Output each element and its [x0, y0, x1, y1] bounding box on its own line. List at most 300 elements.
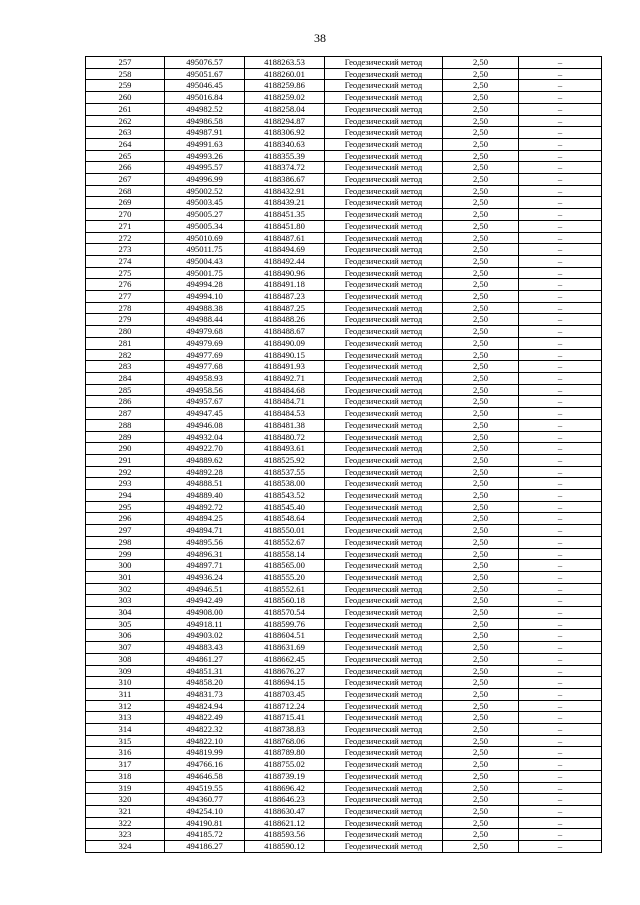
x-coordinate-cell: 494889.40: [165, 490, 245, 502]
accuracy-cell: 2,50: [443, 57, 519, 69]
point-number-cell: 302: [86, 583, 165, 595]
accuracy-cell: 2,50: [443, 478, 519, 490]
table-row: [86, 724, 602, 736]
y-coordinate-cell: 4188294.87: [245, 115, 325, 127]
x-coordinate-cell: 495005.34: [165, 220, 245, 232]
table-row: [86, 560, 602, 572]
x-coordinate-cell: 494977.68: [165, 361, 245, 373]
accuracy-cell: 2,50: [443, 829, 519, 841]
accuracy-cell: 2,50: [443, 138, 519, 150]
method-cell: Геодезический метод: [325, 653, 443, 665]
point-number-cell: 314: [86, 724, 165, 736]
note-cell: –: [519, 255, 602, 267]
accuracy-cell: 2,50: [443, 220, 519, 232]
x-coordinate-cell: 494894.25: [165, 513, 245, 525]
y-coordinate-cell: 4188703.45: [245, 688, 325, 700]
table-row: [86, 127, 602, 139]
note-cell: –: [519, 349, 602, 361]
x-coordinate-cell: 494947.45: [165, 408, 245, 420]
table-row: [86, 408, 602, 420]
x-coordinate-cell: 494888.51: [165, 478, 245, 490]
x-coordinate-cell: 495003.45: [165, 197, 245, 209]
table-row: [86, 431, 602, 443]
y-coordinate-cell: 4188491.18: [245, 279, 325, 291]
note-cell: –: [519, 618, 602, 630]
accuracy-cell: 2,50: [443, 747, 519, 759]
table-row: [86, 688, 602, 700]
table-row: [86, 232, 602, 244]
point-number-cell: 303: [86, 595, 165, 607]
note-cell: –: [519, 291, 602, 303]
x-coordinate-cell: 494903.02: [165, 630, 245, 642]
method-cell: Геодезический метод: [325, 700, 443, 712]
page-number: 38: [314, 31, 326, 45]
y-coordinate-cell: 4188537.55: [245, 466, 325, 478]
y-coordinate-cell: 4188451.80: [245, 220, 325, 232]
note-cell: –: [519, 103, 602, 115]
note-cell: –: [519, 607, 602, 619]
note-cell: –: [519, 361, 602, 373]
table-row: [86, 712, 602, 724]
point-number-cell: 269: [86, 197, 165, 209]
point-number-cell: 275: [86, 267, 165, 279]
method-cell: Геодезический метод: [325, 384, 443, 396]
y-coordinate-cell: 4188487.25: [245, 302, 325, 314]
table-row: [86, 665, 602, 677]
y-coordinate-cell: 4188484.71: [245, 396, 325, 408]
accuracy-cell: 2,50: [443, 630, 519, 642]
table-row: [86, 700, 602, 712]
x-coordinate-cell: 495016.84: [165, 92, 245, 104]
accuracy-cell: 2,50: [443, 127, 519, 139]
point-number-cell: 278: [86, 302, 165, 314]
y-coordinate-cell: 4188490.15: [245, 349, 325, 361]
method-cell: Геодезический метод: [325, 443, 443, 455]
point-number-cell: 309: [86, 665, 165, 677]
point-number-cell: 306: [86, 630, 165, 642]
accuracy-cell: 2,50: [443, 197, 519, 209]
accuracy-cell: 2,50: [443, 244, 519, 256]
note-cell: –: [519, 138, 602, 150]
y-coordinate-cell: 4188494.69: [245, 244, 325, 256]
table-row: [86, 279, 602, 291]
accuracy-cell: 2,50: [443, 571, 519, 583]
accuracy-cell: 2,50: [443, 806, 519, 818]
table-row: [86, 607, 602, 619]
method-cell: Геодезический метод: [325, 759, 443, 771]
note-cell: –: [519, 665, 602, 677]
y-coordinate-cell: 4188548.64: [245, 513, 325, 525]
table-row: [86, 490, 602, 502]
method-cell: Геодезический метод: [325, 314, 443, 326]
table-row: [86, 782, 602, 794]
accuracy-cell: 2,50: [443, 185, 519, 197]
method-cell: Геодезический метод: [325, 782, 443, 794]
table-row: [86, 174, 602, 186]
x-coordinate-cell: 494958.93: [165, 372, 245, 384]
accuracy-cell: 2,50: [443, 817, 519, 829]
table-row: [86, 841, 602, 853]
method-cell: Геодезический метод: [325, 174, 443, 186]
accuracy-cell: 2,50: [443, 267, 519, 279]
method-cell: Геодезический метод: [325, 665, 443, 677]
x-coordinate-cell: 494858.20: [165, 677, 245, 689]
table-row: [86, 536, 602, 548]
note-cell: –: [519, 724, 602, 736]
point-number-cell: 291: [86, 454, 165, 466]
point-number-cell: 286: [86, 396, 165, 408]
table-row: [86, 747, 602, 759]
point-number-cell: 310: [86, 677, 165, 689]
accuracy-cell: 2,50: [443, 770, 519, 782]
accuracy-cell: 2,50: [443, 677, 519, 689]
y-coordinate-cell: 4188355.39: [245, 150, 325, 162]
accuracy-cell: 2,50: [443, 209, 519, 221]
x-coordinate-cell: 494996.99: [165, 174, 245, 186]
method-cell: Геодезический метод: [325, 724, 443, 736]
table-row: [86, 302, 602, 314]
y-coordinate-cell: 4188550.01: [245, 525, 325, 537]
note-cell: –: [519, 536, 602, 548]
y-coordinate-cell: 4188630.47: [245, 806, 325, 818]
point-number-cell: 271: [86, 220, 165, 232]
method-cell: Геодезический метод: [325, 536, 443, 548]
y-coordinate-cell: 4188480.72: [245, 431, 325, 443]
x-coordinate-cell: 494892.72: [165, 501, 245, 513]
x-coordinate-cell: 494986.58: [165, 115, 245, 127]
accuracy-cell: 2,50: [443, 490, 519, 502]
x-coordinate-cell: 494977.69: [165, 349, 245, 361]
method-cell: Геодезический метод: [325, 209, 443, 221]
table-row: [86, 595, 602, 607]
note-cell: –: [519, 209, 602, 221]
note-cell: –: [519, 267, 602, 279]
note-cell: –: [519, 197, 602, 209]
accuracy-cell: 2,50: [443, 513, 519, 525]
method-cell: Геодезический метод: [325, 583, 443, 595]
table-row: [86, 138, 602, 150]
note-cell: –: [519, 127, 602, 139]
coordinates-table: [85, 56, 602, 853]
note-cell: –: [519, 829, 602, 841]
accuracy-cell: 2,50: [443, 361, 519, 373]
point-number-cell: 288: [86, 419, 165, 431]
y-coordinate-cell: 4188604.51: [245, 630, 325, 642]
method-cell: Геодезический метод: [325, 454, 443, 466]
y-coordinate-cell: 4188590.12: [245, 841, 325, 853]
method-cell: Геодезический метод: [325, 817, 443, 829]
accuracy-cell: 2,50: [443, 349, 519, 361]
note-cell: –: [519, 513, 602, 525]
note-cell: –: [519, 443, 602, 455]
accuracy-cell: 2,50: [443, 302, 519, 314]
method-cell: Геодезический метод: [325, 630, 443, 642]
method-cell: Геодезический метод: [325, 162, 443, 174]
point-number-cell: 277: [86, 291, 165, 303]
point-number-cell: 259: [86, 80, 165, 92]
method-cell: Геодезический метод: [325, 255, 443, 267]
point-number-cell: 281: [86, 337, 165, 349]
x-coordinate-cell: 494824.94: [165, 700, 245, 712]
table-row: [86, 478, 602, 490]
note-cell: –: [519, 326, 602, 338]
y-coordinate-cell: 4188386.67: [245, 174, 325, 186]
x-coordinate-cell: 494766.16: [165, 759, 245, 771]
table-row: [86, 337, 602, 349]
note-cell: –: [519, 466, 602, 478]
accuracy-cell: 2,50: [443, 724, 519, 736]
table-row: [86, 396, 602, 408]
point-number-cell: 318: [86, 770, 165, 782]
method-cell: Геодезический метод: [325, 127, 443, 139]
x-coordinate-cell: 494883.43: [165, 642, 245, 654]
accuracy-cell: 2,50: [443, 291, 519, 303]
point-number-cell: 293: [86, 478, 165, 490]
note-cell: –: [519, 454, 602, 466]
accuracy-cell: 2,50: [443, 607, 519, 619]
x-coordinate-cell: 494822.32: [165, 724, 245, 736]
table-row: [86, 630, 602, 642]
point-number-cell: 289: [86, 431, 165, 443]
note-cell: –: [519, 150, 602, 162]
y-coordinate-cell: 4188621.12: [245, 817, 325, 829]
accuracy-cell: 2,50: [443, 80, 519, 92]
accuracy-cell: 2,50: [443, 501, 519, 513]
x-coordinate-cell: 494979.68: [165, 326, 245, 338]
x-coordinate-cell: 494922.70: [165, 443, 245, 455]
method-cell: Геодезический метод: [325, 607, 443, 619]
accuracy-cell: 2,50: [443, 536, 519, 548]
method-cell: Геодезический метод: [325, 185, 443, 197]
accuracy-cell: 2,50: [443, 396, 519, 408]
y-coordinate-cell: 4188525.92: [245, 454, 325, 466]
note-cell: –: [519, 595, 602, 607]
note-cell: –: [519, 372, 602, 384]
y-coordinate-cell: 4188484.53: [245, 408, 325, 420]
method-cell: Геодезический метод: [325, 232, 443, 244]
y-coordinate-cell: 4188543.52: [245, 490, 325, 502]
table-row: [86, 770, 602, 782]
x-coordinate-cell: 494994.10: [165, 291, 245, 303]
y-coordinate-cell: 4188570.54: [245, 607, 325, 619]
method-cell: Геодезический метод: [325, 490, 443, 502]
accuracy-cell: 2,50: [443, 525, 519, 537]
y-coordinate-cell: 4188306.92: [245, 127, 325, 139]
accuracy-cell: 2,50: [443, 408, 519, 420]
x-coordinate-cell: 494896.31: [165, 548, 245, 560]
y-coordinate-cell: 4188488.67: [245, 326, 325, 338]
table-row: [86, 57, 602, 69]
x-coordinate-cell: 494519.55: [165, 782, 245, 794]
x-coordinate-cell: 494254.10: [165, 806, 245, 818]
point-number-cell: 321: [86, 806, 165, 818]
note-cell: –: [519, 571, 602, 583]
point-number-cell: 304: [86, 607, 165, 619]
table-row: [86, 513, 602, 525]
point-number-cell: 308: [86, 653, 165, 665]
point-number-cell: 290: [86, 443, 165, 455]
x-coordinate-cell: 494822.10: [165, 735, 245, 747]
note-cell: –: [519, 548, 602, 560]
note-cell: –: [519, 677, 602, 689]
y-coordinate-cell: 4188492.71: [245, 372, 325, 384]
method-cell: Геодезический метод: [325, 548, 443, 560]
method-cell: Геодезический метод: [325, 712, 443, 724]
table-row: [86, 361, 602, 373]
method-cell: Геодезический метод: [325, 408, 443, 420]
accuracy-cell: 2,50: [443, 560, 519, 572]
point-number-cell: 323: [86, 829, 165, 841]
accuracy-cell: 2,50: [443, 68, 519, 80]
x-coordinate-cell: 494360.77: [165, 794, 245, 806]
x-coordinate-cell: 494186.27: [165, 841, 245, 853]
method-cell: Геодезический метод: [325, 68, 443, 80]
method-cell: Геодезический метод: [325, 513, 443, 525]
table-row: [86, 642, 602, 654]
table-row: [86, 548, 602, 560]
note-cell: –: [519, 185, 602, 197]
point-number-cell: 284: [86, 372, 165, 384]
table-row: [86, 80, 602, 92]
note-cell: –: [519, 408, 602, 420]
accuracy-cell: 2,50: [443, 735, 519, 747]
note-cell: –: [519, 700, 602, 712]
method-cell: Геодезический метод: [325, 525, 443, 537]
note-cell: –: [519, 653, 602, 665]
point-number-cell: 313: [86, 712, 165, 724]
table-row: [86, 794, 602, 806]
x-coordinate-cell: 494895.56: [165, 536, 245, 548]
accuracy-cell: 2,50: [443, 431, 519, 443]
point-number-cell: 312: [86, 700, 165, 712]
point-number-cell: 267: [86, 174, 165, 186]
accuracy-cell: 2,50: [443, 326, 519, 338]
x-coordinate-cell: 494988.44: [165, 314, 245, 326]
note-cell: –: [519, 841, 602, 853]
table-body: [86, 57, 602, 853]
method-cell: Геодезический метод: [325, 419, 443, 431]
point-number-cell: 316: [86, 747, 165, 759]
table-row: [86, 291, 602, 303]
point-number-cell: 300: [86, 560, 165, 572]
x-coordinate-cell: 495076.57: [165, 57, 245, 69]
accuracy-cell: 2,50: [443, 642, 519, 654]
point-number-cell: 294: [86, 490, 165, 502]
table-row: [86, 384, 602, 396]
method-cell: Геодезический метод: [325, 571, 443, 583]
point-number-cell: 258: [86, 68, 165, 80]
x-coordinate-cell: 495046.45: [165, 80, 245, 92]
point-number-cell: 276: [86, 279, 165, 291]
y-coordinate-cell: 4188552.67: [245, 536, 325, 548]
table-row: [86, 372, 602, 384]
note-cell: –: [519, 712, 602, 724]
point-number-cell: 324: [86, 841, 165, 853]
y-coordinate-cell: 4188545.40: [245, 501, 325, 513]
x-coordinate-cell: 494819.99: [165, 747, 245, 759]
x-coordinate-cell: 494892.28: [165, 466, 245, 478]
point-number-cell: 279: [86, 314, 165, 326]
accuracy-cell: 2,50: [443, 454, 519, 466]
y-coordinate-cell: 4188538.00: [245, 478, 325, 490]
y-coordinate-cell: 4188558.14: [245, 548, 325, 560]
point-number-cell: 320: [86, 794, 165, 806]
table-row: [86, 244, 602, 256]
point-number-cell: 260: [86, 92, 165, 104]
note-cell: –: [519, 688, 602, 700]
accuracy-cell: 2,50: [443, 688, 519, 700]
x-coordinate-cell: 494993.26: [165, 150, 245, 162]
table-row: [86, 571, 602, 583]
x-coordinate-cell: 494851.31: [165, 665, 245, 677]
accuracy-cell: 2,50: [443, 653, 519, 665]
accuracy-cell: 2,50: [443, 103, 519, 115]
x-coordinate-cell: 494185.72: [165, 829, 245, 841]
table-row: [86, 525, 602, 537]
x-coordinate-cell: 495002.52: [165, 185, 245, 197]
method-cell: Геодезический метод: [325, 466, 443, 478]
y-coordinate-cell: 4188555.20: [245, 571, 325, 583]
point-number-cell: 305: [86, 618, 165, 630]
y-coordinate-cell: 4188258.04: [245, 103, 325, 115]
method-cell: Геодезический метод: [325, 841, 443, 853]
x-coordinate-cell: 495005.27: [165, 209, 245, 221]
table-row: [86, 209, 602, 221]
method-cell: Геодезический метод: [325, 478, 443, 490]
note-cell: –: [519, 501, 602, 513]
y-coordinate-cell: 4188259.02: [245, 92, 325, 104]
method-cell: Геодезический метод: [325, 220, 443, 232]
table-row: [86, 68, 602, 80]
method-cell: Геодезический метод: [325, 349, 443, 361]
y-coordinate-cell: 4188738.83: [245, 724, 325, 736]
x-coordinate-cell: 494946.51: [165, 583, 245, 595]
method-cell: Геодезический метод: [325, 138, 443, 150]
x-coordinate-cell: 494936.24: [165, 571, 245, 583]
point-number-cell: 263: [86, 127, 165, 139]
method-cell: Геодезический метод: [325, 244, 443, 256]
point-number-cell: 268: [86, 185, 165, 197]
method-cell: Геодезический метод: [325, 326, 443, 338]
method-cell: Геодезический метод: [325, 57, 443, 69]
method-cell: Геодезический метод: [325, 302, 443, 314]
method-cell: Геодезический метод: [325, 642, 443, 654]
accuracy-cell: 2,50: [443, 618, 519, 630]
table-row: [86, 829, 602, 841]
note-cell: –: [519, 817, 602, 829]
point-number-cell: 285: [86, 384, 165, 396]
point-number-cell: 295: [86, 501, 165, 513]
method-cell: Геодезический метод: [325, 396, 443, 408]
accuracy-cell: 2,50: [443, 174, 519, 186]
method-cell: Геодезический метод: [325, 829, 443, 841]
note-cell: –: [519, 735, 602, 747]
note-cell: –: [519, 174, 602, 186]
y-coordinate-cell: 4188432.91: [245, 185, 325, 197]
point-number-cell: 273: [86, 244, 165, 256]
method-cell: Геодезический метод: [325, 677, 443, 689]
point-number-cell: 299: [86, 548, 165, 560]
x-coordinate-cell: 494979.69: [165, 337, 245, 349]
accuracy-cell: 2,50: [443, 443, 519, 455]
x-coordinate-cell: 494988.38: [165, 302, 245, 314]
point-number-cell: 283: [86, 361, 165, 373]
accuracy-cell: 2,50: [443, 337, 519, 349]
x-coordinate-cell: 494946.08: [165, 419, 245, 431]
y-coordinate-cell: 4188493.61: [245, 443, 325, 455]
y-coordinate-cell: 4188789.80: [245, 747, 325, 759]
point-number-cell: 280: [86, 326, 165, 338]
